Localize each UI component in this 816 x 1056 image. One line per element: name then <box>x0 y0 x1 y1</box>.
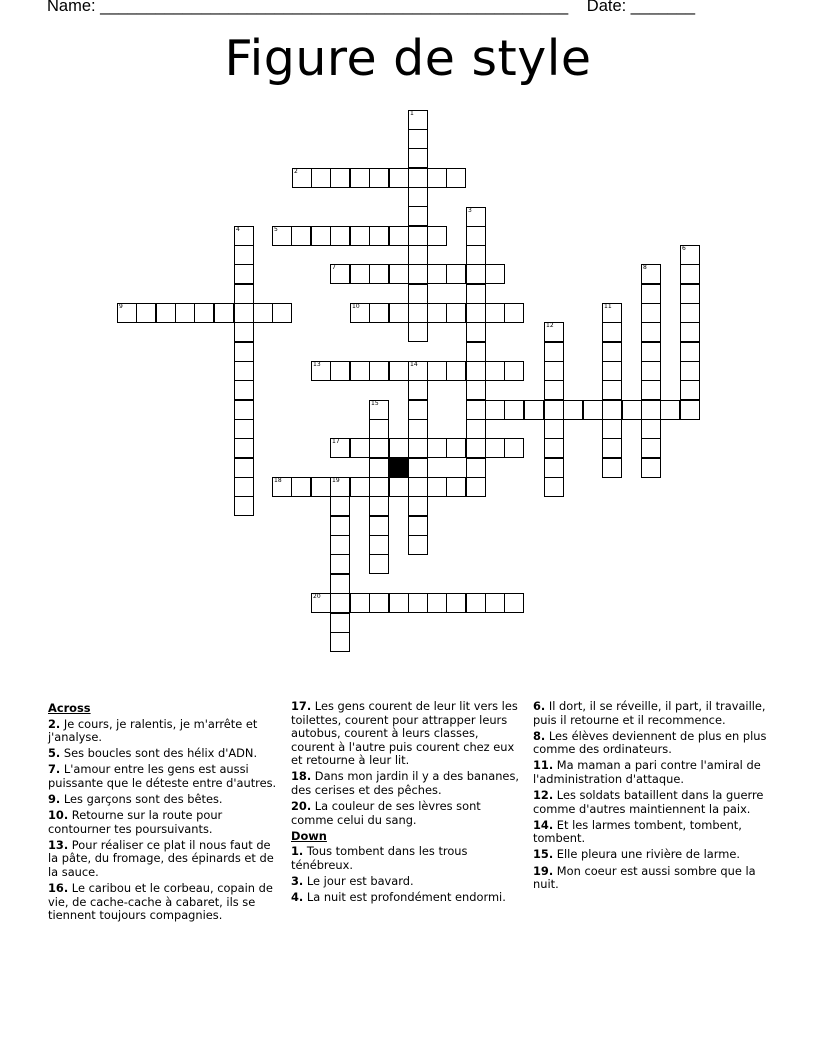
clue <box>48 882 280 923</box>
clue-text: La couleur de ses lèvres sont comme celui du sang. <box>291 799 481 827</box>
name-field-label[interactable]: Name: ___________________________________________________ <box>47 0 569 15</box>
grid-cell[interactable] <box>311 593 331 613</box>
grid-cell[interactable] <box>408 168 428 188</box>
grid-cell[interactable] <box>369 168 389 188</box>
clue-number: 2 <box>294 168 298 175</box>
grid-cell[interactable] <box>389 168 409 188</box>
grid-cell[interactable] <box>466 438 486 458</box>
grid-cell[interactable] <box>544 361 564 381</box>
grid-cell[interactable] <box>330 226 350 246</box>
clue <box>48 839 280 880</box>
grid-cell[interactable] <box>311 168 331 188</box>
grid-cell[interactable] <box>466 477 486 497</box>
clues-column-1 <box>48 700 280 925</box>
grid-cell[interactable] <box>330 361 350 381</box>
grid-cell[interactable] <box>544 458 564 478</box>
grid-cell[interactable] <box>641 264 661 284</box>
grid-cell[interactable] <box>330 535 350 555</box>
grid-cell[interactable] <box>466 400 486 420</box>
clue-text: Les élèves deviennent de plus en plus comme des ordinateurs. <box>533 728 767 757</box>
grid-cell[interactable] <box>408 516 428 536</box>
grid-cell[interactable] <box>234 245 254 265</box>
grid-cell[interactable] <box>466 342 486 362</box>
grid-cell[interactable] <box>680 303 700 323</box>
clue-number: 4. <box>291 890 304 905</box>
grid-cell[interactable] <box>504 593 524 613</box>
clue-number: 8 <box>643 264 647 271</box>
grid-cell[interactable] <box>389 303 409 323</box>
grid-cell[interactable] <box>485 264 505 284</box>
grid-cell[interactable] <box>330 477 350 497</box>
grid-cell[interactable] <box>408 148 428 168</box>
clue <box>533 700 767 727</box>
grid-cell[interactable] <box>408 400 428 420</box>
clue-number: 3 <box>468 207 472 214</box>
grid-cell[interactable] <box>641 284 661 304</box>
grid-cell[interactable] <box>330 496 350 516</box>
grid-cell[interactable] <box>504 438 524 458</box>
grid-cell[interactable] <box>544 342 564 362</box>
grid-cell[interactable] <box>330 574 350 594</box>
grid-cell[interactable] <box>466 284 486 304</box>
across-clue-list-continued <box>291 700 523 827</box>
grid-cell[interactable] <box>272 303 292 323</box>
grid-cell[interactable] <box>175 303 195 323</box>
grid-cell[interactable] <box>446 361 466 381</box>
grid-cell[interactable] <box>504 400 524 420</box>
grid-cell[interactable] <box>369 438 389 458</box>
grid-cell[interactable] <box>544 322 564 342</box>
grid-cell[interactable] <box>369 400 389 420</box>
clue-text: Le jour est bavard. <box>303 874 414 889</box>
grid-cell[interactable] <box>408 361 428 381</box>
grid-cell[interactable] <box>253 303 273 323</box>
clue-number: 1. <box>291 844 304 859</box>
clue-number: 16. <box>48 881 69 896</box>
grid-cell[interactable] <box>234 284 254 304</box>
grid-cell[interactable] <box>408 129 428 149</box>
grid-cell[interactable] <box>641 419 661 439</box>
grid-cell[interactable] <box>427 593 447 613</box>
grid-cell[interactable] <box>485 303 505 323</box>
clue-text: Ma maman a pari contre l'amiral de l'administration d'attaque. <box>533 758 761 786</box>
clue-text: Pour réaliser ce plat il nous faut de la pâte, du fromage, des épinards et de la sauce. <box>48 837 274 880</box>
page-title: Figure de style <box>224 30 592 87</box>
grid-cell[interactable] <box>292 168 312 188</box>
grid-cell[interactable] <box>466 593 486 613</box>
clue <box>533 730 767 757</box>
grid-cell[interactable] <box>602 361 622 381</box>
grid-cell[interactable] <box>389 361 409 381</box>
grid-cell[interactable] <box>602 400 622 420</box>
clue-number: 17. <box>291 699 312 713</box>
grid-cell[interactable] <box>504 303 524 323</box>
grid-cell[interactable] <box>136 303 156 323</box>
grid-cell[interactable] <box>544 380 564 400</box>
grid-cell[interactable] <box>272 226 292 246</box>
grid-cell[interactable] <box>408 419 428 439</box>
grid-cell[interactable] <box>350 593 370 613</box>
clue-text: L'amour entre les gens est aussi puissante que le déteste entre d'autres. <box>48 762 277 790</box>
clue <box>291 800 523 827</box>
grid-cell[interactable] <box>369 593 389 613</box>
clue-number: 7 <box>332 264 336 271</box>
grid-cell[interactable] <box>291 226 311 246</box>
grid-cell[interactable] <box>194 303 214 323</box>
grid-cell[interactable] <box>544 419 564 439</box>
grid-cell[interactable] <box>427 226 447 246</box>
clue-text: Je cours, je ralentis, je m'arrête et j'analyse. <box>48 716 258 745</box>
grid-cell[interactable] <box>330 168 350 188</box>
grid-cell[interactable] <box>234 419 254 439</box>
grid-cell[interactable] <box>466 264 486 284</box>
clue-number: 10 <box>352 303 360 310</box>
grid-cell[interactable] <box>330 593 350 613</box>
grid-cell[interactable] <box>408 206 428 226</box>
grid-cell[interactable] <box>234 438 254 458</box>
grid-cell[interactable] <box>602 438 622 458</box>
clue-number: 20. <box>291 799 312 814</box>
clue-number: 19. <box>533 863 554 878</box>
grid-cell[interactable] <box>156 303 176 323</box>
grid-cell[interactable] <box>389 264 409 284</box>
grid-cell[interactable] <box>583 400 603 420</box>
grid-cell[interactable] <box>350 168 370 188</box>
grid-cell[interactable] <box>389 477 409 497</box>
grid-cell[interactable] <box>563 400 583 420</box>
grid-cell[interactable] <box>466 226 486 246</box>
grid-cell[interactable] <box>408 593 428 613</box>
clue-number: 17 <box>332 438 340 445</box>
grid-cell[interactable] <box>641 380 661 400</box>
grid-cell[interactable] <box>660 400 680 420</box>
grid-cell[interactable] <box>369 264 389 284</box>
grid-cell[interactable] <box>369 226 389 246</box>
grid-cell[interactable] <box>446 303 466 323</box>
grid-cell[interactable] <box>641 342 661 362</box>
grid-cell[interactable] <box>389 438 409 458</box>
clue-number: 13. <box>48 837 69 852</box>
grid-cell[interactable] <box>408 380 428 400</box>
grid-cell[interactable] <box>389 226 409 246</box>
clue-number: 12 <box>546 322 554 329</box>
grid-cell[interactable] <box>330 613 350 633</box>
grid-cell[interactable] <box>466 303 486 323</box>
grid-cell[interactable] <box>350 303 370 323</box>
grid-cell[interactable] <box>350 264 370 284</box>
clue-number: 5 <box>274 226 278 233</box>
grid-cell[interactable] <box>234 361 254 381</box>
grid-cell[interactable] <box>602 458 622 478</box>
clue-text: Elle pleura une rivière de larme. <box>553 847 740 862</box>
grid-cell[interactable] <box>602 342 622 362</box>
grid-cell[interactable] <box>214 303 234 323</box>
grid-cell[interactable] <box>446 264 466 284</box>
clue-number: 18 <box>274 477 282 484</box>
grid-cell[interactable] <box>544 477 564 497</box>
grid-cell[interactable] <box>234 458 254 478</box>
clues-column-2 <box>291 700 523 907</box>
clue-text: La nuit est profondément endormi. <box>303 890 506 905</box>
grid-cell[interactable] <box>680 264 700 284</box>
clue <box>533 819 767 846</box>
clue-number: 12. <box>533 788 554 803</box>
grid-cell[interactable] <box>641 438 661 458</box>
clue-text: Tous tombent dans les trous ténébreux. <box>291 844 468 873</box>
grid-cell[interactable] <box>641 400 661 420</box>
clue-number: 9 <box>119 303 123 310</box>
grid-cell[interactable] <box>408 496 428 516</box>
clue-number: 6 <box>682 245 686 252</box>
clue-text: Il dort, il se réveille, il part, il travaille, puis il retourne et il recommence. <box>533 699 766 727</box>
clue-number: 15 <box>371 400 379 407</box>
clue <box>291 891 523 905</box>
grid-cell[interactable] <box>602 322 622 342</box>
grid-cell[interactable] <box>466 245 486 265</box>
grid-cell[interactable] <box>446 477 466 497</box>
grid-cell[interactable] <box>485 593 505 613</box>
grid-cell[interactable] <box>369 303 389 323</box>
grid-cell[interactable] <box>641 458 661 478</box>
grid-cell[interactable] <box>330 516 350 536</box>
grid-cell[interactable] <box>234 496 254 516</box>
clue-number: 2. <box>48 716 61 731</box>
grid-cell[interactable] <box>408 187 428 207</box>
grid-cell[interactable] <box>427 264 447 284</box>
grid-cell[interactable] <box>408 245 428 265</box>
grid-cell[interactable] <box>680 245 700 265</box>
clue <box>48 809 280 836</box>
grid-cell[interactable] <box>369 477 389 497</box>
grid-cell[interactable] <box>234 226 254 246</box>
grid-cell[interactable] <box>330 632 350 652</box>
clue-text: Les gens courent de leur lit vers les toilettes, courent pour attrapper leurs autobus, courent à leurs classes, courent à l'autre puis courent chez eux et retourne à leur lit. <box>291 699 518 768</box>
grid-cell[interactable] <box>234 303 254 323</box>
grid-cell[interactable] <box>602 419 622 439</box>
grid-cell[interactable] <box>408 438 428 458</box>
down-header: Down <box>291 828 327 843</box>
grid-cell[interactable] <box>234 322 254 342</box>
grid-cell[interactable] <box>330 554 350 574</box>
clue <box>291 845 523 872</box>
clue <box>291 700 523 768</box>
grid-cell[interactable] <box>234 477 254 497</box>
grid-cell[interactable] <box>350 361 370 381</box>
date-field-label[interactable]: Date: _______ <box>586 0 696 15</box>
blocked-cell <box>389 458 409 478</box>
clue-text: Et les larmes tombent, tombent, tombent. <box>533 817 742 846</box>
grid-cell[interactable] <box>389 593 409 613</box>
clue <box>533 759 767 786</box>
grid-cell[interactable] <box>234 380 254 400</box>
clue-number: 9. <box>48 792 61 807</box>
clue-text: Les garçons sont des bêtes. <box>60 792 223 807</box>
clue-text: Retourne sur la route pour contourner tes poursuivants. <box>48 808 223 836</box>
grid-cell[interactable] <box>427 303 447 323</box>
grid-cell[interactable] <box>680 284 700 304</box>
grid-cell[interactable] <box>234 342 254 362</box>
grid-cell[interactable] <box>680 400 700 420</box>
grid-cell[interactable] <box>408 303 428 323</box>
grid-cell[interactable] <box>544 400 564 420</box>
across-clue-list <box>48 718 280 923</box>
clue-number: 1 <box>410 110 414 117</box>
clue <box>48 747 280 761</box>
down-clue-list-continued <box>533 700 767 892</box>
grid-cell[interactable] <box>485 361 505 381</box>
grid-cell[interactable] <box>408 322 428 342</box>
grid-cell[interactable] <box>446 593 466 613</box>
grid-cell[interactable] <box>311 477 331 497</box>
clue-number: 15. <box>533 847 554 862</box>
grid-cell[interactable] <box>680 322 700 342</box>
grid-cell[interactable] <box>466 458 486 478</box>
grid-cell[interactable] <box>485 400 505 420</box>
down-clue-list <box>291 845 523 904</box>
grid-cell[interactable] <box>234 264 254 284</box>
clue-text: Les soldats bataillent dans la guerre comme d'autres maintiennent la paix. <box>533 788 764 816</box>
grid-cell[interactable] <box>680 342 700 362</box>
grid-cell[interactable] <box>350 438 370 458</box>
grid-cell[interactable] <box>408 226 428 246</box>
grid-cell[interactable] <box>466 380 486 400</box>
grid-cell[interactable] <box>602 303 622 323</box>
clue <box>533 865 767 892</box>
clue-number: 13 <box>313 361 321 368</box>
clue <box>48 793 280 807</box>
grid-cell[interactable] <box>311 226 331 246</box>
grid-cell[interactable] <box>641 322 661 342</box>
grid-cell[interactable] <box>466 361 486 381</box>
clue-number: 14. <box>533 817 554 832</box>
clue-number: 3. <box>291 874 304 889</box>
grid-cell[interactable] <box>369 516 389 536</box>
clue-number: 4 <box>236 226 240 233</box>
grid-cell[interactable] <box>408 284 428 304</box>
across-header: Across <box>48 701 91 715</box>
grid-cell[interactable] <box>369 361 389 381</box>
grid-cell[interactable] <box>350 477 370 497</box>
clue-number: 8. <box>533 728 546 743</box>
clue <box>291 875 523 889</box>
grid-cell[interactable] <box>369 419 389 439</box>
clue-text: Dans mon jardin il y a des bananes, des cerises et des pêches. <box>291 769 519 798</box>
clue <box>48 718 280 745</box>
grid-cell[interactable] <box>622 400 642 420</box>
grid-cell[interactable] <box>369 554 389 574</box>
clue-number: 10. <box>48 808 69 823</box>
grid-cell[interactable] <box>641 361 661 381</box>
clue <box>291 770 523 797</box>
clue-number: 5. <box>48 746 61 761</box>
clue-number: 19 <box>332 477 340 484</box>
clue-number: 11 <box>604 303 612 310</box>
grid-cell[interactable] <box>427 477 447 497</box>
clue <box>533 789 767 816</box>
grid-cell[interactable] <box>369 458 389 478</box>
grid-cell[interactable] <box>680 380 700 400</box>
clue-number: 11. <box>533 758 554 773</box>
grid-cell[interactable] <box>544 438 564 458</box>
grid-cell[interactable] <box>427 361 447 381</box>
grid-cell[interactable] <box>408 535 428 555</box>
grid-cell[interactable] <box>466 207 486 227</box>
clues-column-3 <box>533 700 767 894</box>
grid-cell[interactable] <box>408 458 428 478</box>
clue-text: Mon coeur est aussi sombre que la nuit. <box>533 863 756 892</box>
clue-number: 14 <box>410 361 418 368</box>
grid-cell[interactable] <box>234 400 254 420</box>
grid-cell[interactable] <box>602 380 622 400</box>
grid-cell[interactable] <box>446 168 466 188</box>
grid-cell[interactable] <box>641 303 661 323</box>
grid-cell[interactable] <box>427 438 447 458</box>
grid-cell[interactable] <box>350 226 370 246</box>
grid-cell[interactable] <box>272 477 292 497</box>
grid-cell[interactable] <box>291 477 311 497</box>
grid-cell[interactable] <box>427 168 447 188</box>
grid-cell[interactable] <box>408 264 428 284</box>
clue-number: 18. <box>291 769 312 784</box>
clue-number: 7. <box>48 762 61 777</box>
grid-cell[interactable] <box>504 361 524 381</box>
grid-cell[interactable] <box>680 361 700 381</box>
grid-cell[interactable] <box>369 496 389 516</box>
clue-number: 6. <box>533 699 546 713</box>
grid-cell[interactable] <box>330 264 350 284</box>
clue <box>533 848 767 862</box>
grid-cell[interactable] <box>369 535 389 555</box>
grid-cell[interactable] <box>311 361 331 381</box>
grid-cell[interactable] <box>466 419 486 439</box>
clue <box>48 763 280 790</box>
clue-number: 20 <box>313 593 321 600</box>
grid-cell[interactable] <box>446 438 466 458</box>
grid-cell[interactable] <box>408 477 428 497</box>
grid-cell[interactable] <box>408 110 428 130</box>
clue-text: Ses boucles sont des hélix d'ADN. <box>60 746 258 761</box>
grid-cell[interactable] <box>330 438 350 458</box>
grid-cell[interactable] <box>485 438 505 458</box>
grid-cell[interactable] <box>466 322 486 342</box>
grid-cell[interactable] <box>524 400 544 420</box>
grid-cell[interactable] <box>117 303 137 323</box>
clue-text: Le caribou et le corbeau, copain de vie, de cache-cache à cabaret, ils se tiennent toujours compagnies. <box>48 881 273 923</box>
